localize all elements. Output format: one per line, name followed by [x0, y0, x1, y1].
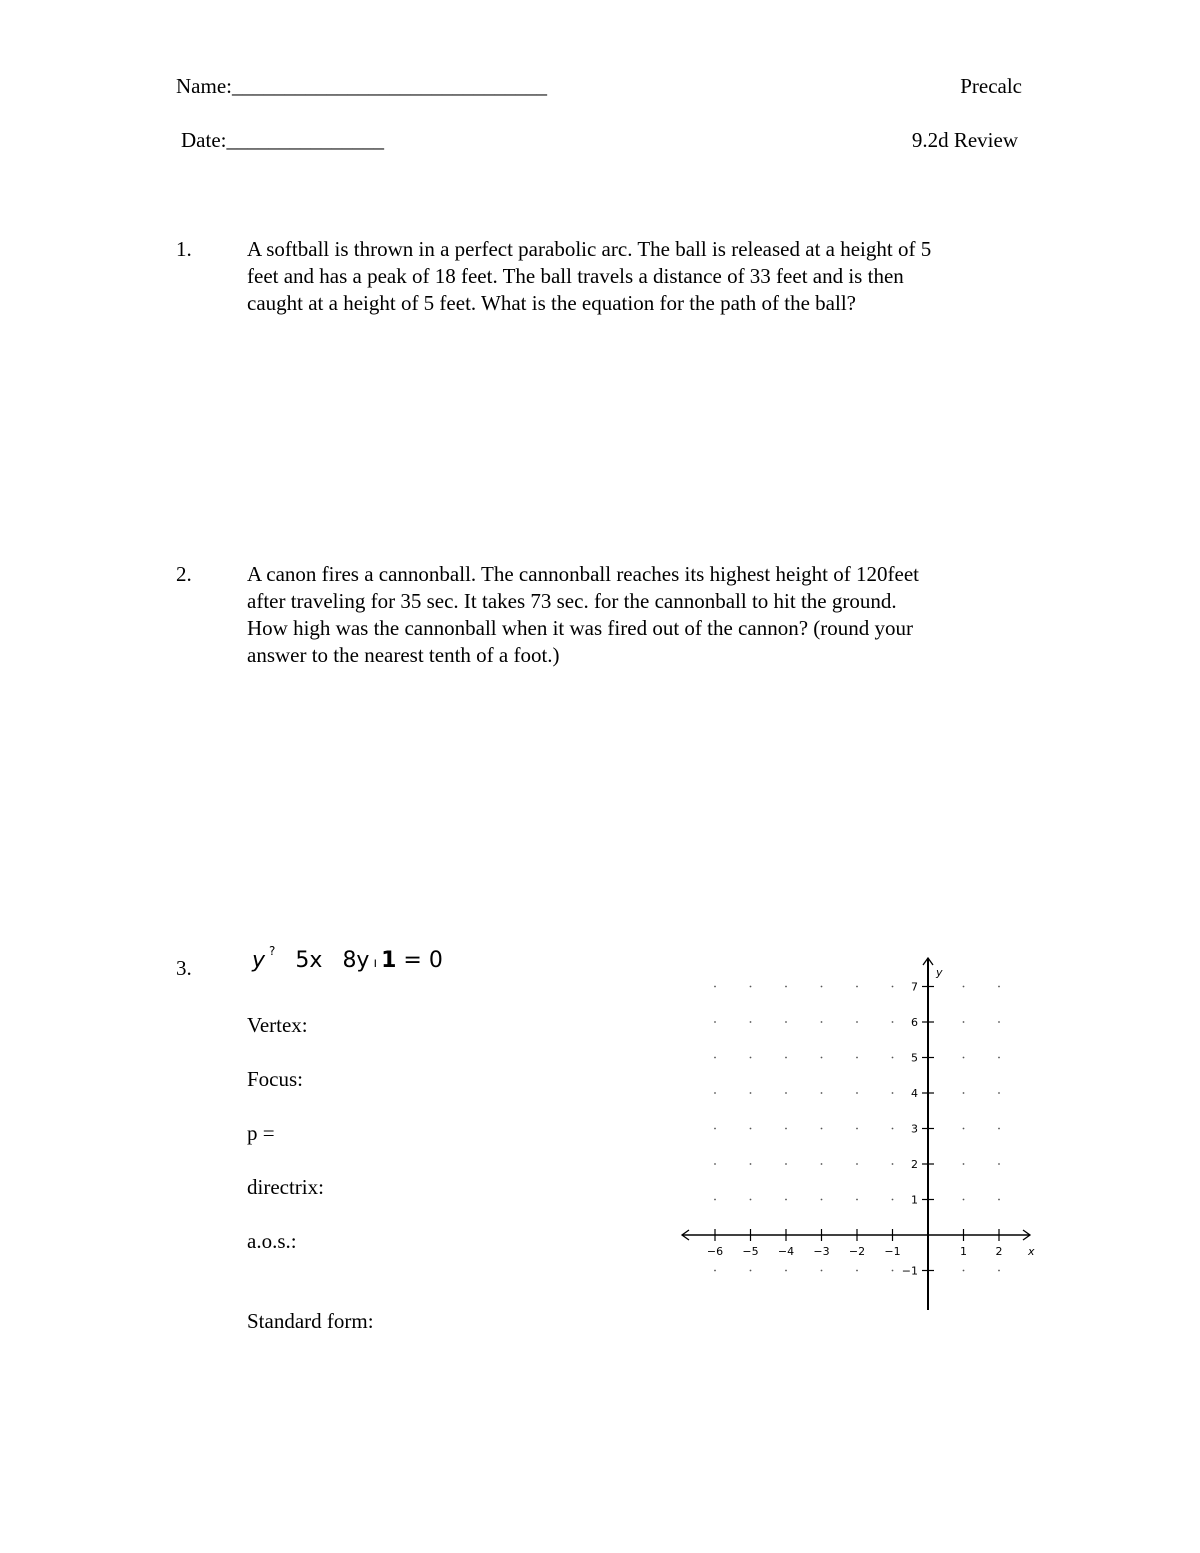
grid-dot	[856, 986, 858, 988]
equation-rhs: = 0	[403, 948, 443, 973]
equation-exponent: ?	[269, 944, 276, 958]
grid-dot	[856, 1057, 858, 1059]
grid-dot	[963, 1199, 965, 1201]
grid-dot	[963, 1163, 965, 1165]
grid-dot	[785, 1128, 787, 1130]
grid-dot	[750, 1199, 752, 1201]
grid-dot	[750, 1021, 752, 1023]
grid-dot	[821, 1021, 823, 1023]
grid-dot	[821, 1128, 823, 1130]
grid-dot	[750, 986, 752, 988]
grid-dot	[821, 1270, 823, 1272]
grid-dot	[963, 1092, 965, 1094]
y-tick-label: 1	[911, 1193, 918, 1207]
y-tick-label: 5	[911, 1051, 918, 1065]
equation-term-2: 8y	[342, 948, 370, 973]
grid-dot	[821, 1092, 823, 1094]
grid-dot	[785, 1057, 787, 1059]
grid-dot	[963, 986, 965, 988]
grid-dot	[821, 986, 823, 988]
grid-dot	[750, 1128, 752, 1130]
grid-dot	[998, 1199, 1000, 1201]
x-axis-label: x	[1028, 1245, 1035, 1258]
y-axis-label: y	[936, 966, 943, 979]
grid-dot	[963, 1128, 965, 1130]
y-tick-label: 2	[911, 1158, 918, 1171]
x-tick-label: −3	[813, 1245, 830, 1258]
worksheet-title: 9.2d Review	[911, 128, 1018, 152]
grid-dot	[963, 1021, 965, 1023]
grid-dot	[998, 1270, 1000, 1272]
grid-dot	[892, 1163, 894, 1165]
x-tick-label: −4	[777, 1245, 795, 1258]
grid-dot	[892, 1092, 894, 1094]
grid-dot	[856, 1163, 858, 1165]
grid-dots	[714, 986, 1000, 1272]
grid-dot	[856, 1021, 858, 1023]
date-field-label: Date:_______________	[181, 128, 384, 152]
grid-dot	[750, 1057, 752, 1059]
question-3-number: 3.	[176, 956, 192, 980]
grid-dot	[998, 986, 1000, 988]
grid-dot	[714, 1057, 716, 1059]
x-tick-label: −6	[706, 1245, 724, 1258]
y-tick-label: 3	[911, 1122, 918, 1136]
directrix-prompt: directrix:	[247, 1175, 324, 1199]
grid-dot	[750, 1163, 752, 1165]
grid-dot	[963, 1057, 965, 1059]
question-1-line: feet and has a peak of 18 feet. The ball travels a distance of 33 feet and is then	[247, 264, 904, 288]
question-1-number: 1.	[176, 237, 192, 261]
x-tick-label: −1	[884, 1245, 901, 1258]
x-tick-label: 1	[960, 1245, 967, 1258]
y-ticks	[902, 981, 934, 1278]
grid-dot	[714, 1199, 716, 1201]
grid-dot	[998, 1057, 1000, 1059]
p-prompt: p =	[247, 1121, 275, 1145]
question-1-line: caught at a height of 5 feet. What is the equation for the path of the ball?	[247, 291, 856, 315]
grid-dot	[714, 1021, 716, 1023]
grid-dot	[856, 1128, 858, 1130]
name-field-label: Name:______________________________	[176, 74, 547, 98]
grid-dot	[785, 986, 787, 988]
grid-dot	[785, 1270, 787, 1272]
grid-dot	[785, 1021, 787, 1023]
grid-dot	[821, 1057, 823, 1059]
grid-dot	[892, 1021, 894, 1023]
grid-dot	[785, 1092, 787, 1094]
grid-dot	[892, 986, 894, 988]
grid-dot	[714, 986, 716, 988]
grid-dot	[998, 1021, 1000, 1023]
question-2-line: How high was the cannonball when it was fired out of the cannon? (round your	[247, 616, 913, 640]
grid-dot	[892, 1057, 894, 1059]
x-tick-label: −5	[742, 1245, 759, 1258]
grid-dot	[750, 1092, 752, 1094]
aos-prompt: a.o.s.:	[247, 1229, 297, 1253]
x-tick-label: −2	[848, 1245, 866, 1258]
question-1-text	[247, 236, 1037, 317]
equation-separator: ı	[373, 956, 378, 971]
y-tick-label: −1	[901, 1264, 918, 1278]
grid-dot	[856, 1199, 858, 1201]
grid-dot	[714, 1270, 716, 1272]
course-label: Precalc	[960, 74, 1022, 98]
grid-dot	[856, 1092, 858, 1094]
question-2-number: 2.	[176, 562, 192, 586]
grid-dot	[998, 1128, 1000, 1130]
focus-prompt: Focus:	[247, 1067, 304, 1091]
grid-dot	[892, 1199, 894, 1201]
grid-dot	[856, 1270, 858, 1272]
x-ticks	[707, 1229, 1003, 1258]
equation-y: y	[252, 948, 266, 973]
question-2-line: A canon fires a cannonball. The cannonball reaches its highest height of 120feet	[247, 562, 919, 586]
y-tick-label: 6	[911, 1016, 918, 1029]
grid-dot	[998, 1092, 1000, 1094]
grid-dot	[892, 1270, 894, 1272]
grid-dot	[750, 1270, 752, 1272]
equation-term-1: 5x	[295, 948, 323, 973]
y-tick-label: 7	[911, 980, 918, 994]
grid-dot	[892, 1128, 894, 1130]
vertex-prompt: Vertex:	[247, 1013, 308, 1037]
grid-dot	[714, 1128, 716, 1130]
question-3-equation	[252, 944, 443, 973]
x-tick-label: 2	[995, 1245, 1003, 1258]
grid-dot	[821, 1199, 823, 1201]
grid-dot	[785, 1163, 787, 1165]
standard-form-prompt: Standard form:	[247, 1309, 374, 1333]
grid-dot	[714, 1092, 716, 1094]
question-2-line: answer to the nearest tenth of a foot.)	[247, 643, 560, 667]
question-2-line: after traveling for 35 sec. It takes 73 sec. for the cannonball to hit the ground.	[247, 589, 897, 613]
grid-dot	[821, 1163, 823, 1165]
grid-dot	[714, 1163, 716, 1165]
equation-constant: 1	[381, 948, 397, 973]
grid-dot	[785, 1199, 787, 1201]
question-2-text	[247, 561, 1037, 669]
grid-dot	[998, 1163, 1000, 1165]
grid-dot	[963, 1270, 965, 1272]
question-1-line: A softball is thrown in a perfect parabolic arc. The ball is released at a height of 5	[247, 237, 932, 261]
coordinate-grid	[670, 950, 1040, 1320]
y-tick-label: 4	[911, 1087, 918, 1100]
